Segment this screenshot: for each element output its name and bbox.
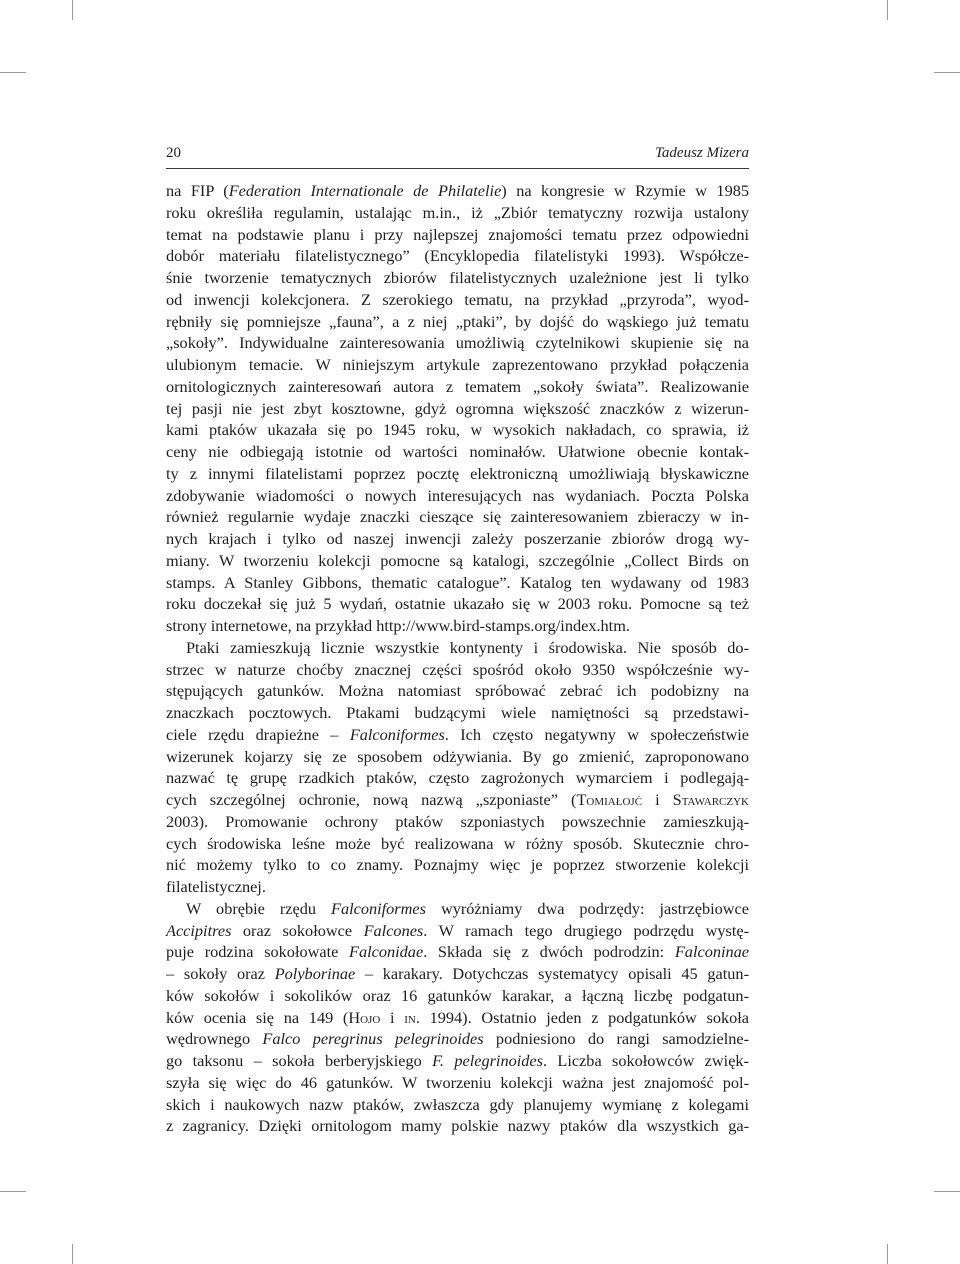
text-line: od inwencji kolekcjonera. Z szerokiego tematu, na przykład „przyroda”, wyod- [166, 289, 749, 309]
crop-mark-left-top [0, 72, 26, 73]
text-line: ceny nie odbiegają istotnie od wartości nominałów. Ułatwione obecnie kontak- [166, 442, 749, 461]
page-number: 20 [166, 145, 181, 161]
text-line: miany. W tworzeniu kolekcji pomocne są katalogi, szczególnie „Collect Birds on [166, 550, 749, 570]
page-header [166, 143, 749, 163]
text-line: ty z innymi filatelistami poprzez pocztę elektroniczną umożliwiają błyskawiczne [166, 463, 749, 483]
text-line: roku określiła regulamin, ustalając m.in., iż „Zbiór tematyczny rozwija ustalony [166, 202, 749, 222]
text-line: znaczkach pocztowych. Ptakami budzącymi wiele namiętności są przedstawi- [166, 703, 749, 722]
text-line: cych środowiska leśne może być realizowana w różny sposób. Skutecznie chro- [166, 833, 749, 853]
text-line: ulubionym temacie. W niniejszym artykule zaprezentowano przykład połączenia [166, 355, 749, 374]
running-head-author: Tadeusz Mizera [654, 145, 749, 161]
text-line: go taksonu – sokoła berberyjskiego F. pelegrinoides. Liczba sokołowców zwięk- [166, 1051, 749, 1070]
text-line: ków ocenia się na 149 (Hojo i in. 1994). Ostatnio jeden z podgatunków sokoła [166, 1007, 750, 1027]
text-line: wizerunek kojarzy się ze sposobem odżywiania. By go zmienić, zaproponowano [166, 746, 749, 766]
crop-mark-top-right [887, 0, 888, 20]
crop-mark-left-bottom [0, 1191, 26, 1192]
text-line: wędrownego Falco peregrinus pelegrinoides podniesiono do rangi samodzielne- [166, 1029, 750, 1049]
crop-mark-top-left [72, 0, 73, 20]
text-line: filatelistycznej. [166, 877, 266, 896]
text-line: ornitologicznych zainteresowań autora z tematem „sokoły świata”. Realizowanie [166, 376, 749, 396]
text-line: strzec w naturze choćby znacznej części spośród około 9350 współcześnie wy- [166, 659, 749, 679]
text-line: nazwać tę grupę rzadkich ptaków, często zagrożonych wymarciem i podlegają- [166, 768, 749, 788]
crop-mark-bottom-left [72, 1244, 73, 1264]
crop-mark-right-bottom [934, 1191, 960, 1192]
crop-mark-right-top [934, 72, 960, 73]
text-line: cych szczególnej ochronie, nową nazwą „szponiaste” (Tomiałojć i Stawarczyk [166, 790, 749, 809]
text-line: zdobywanie wiadomości o nowych interesujących nas wydaniach. Poczta Polska [166, 485, 749, 505]
text-line: dobór materiału filatelistycznego” (Encyklopedia filatelistyki 1993). Współcze- [166, 246, 749, 266]
text-line: „sokoły”. Indywidualne zainteresowania umożliwią czytelnikowi skupienie się na [166, 333, 749, 353]
text-line: Accipitres oraz sokołowce Falcones. W ramach tego drugiego podrzędu wystę- [166, 920, 749, 940]
text-line: kami ptaków ukazała się po 1945 roku, w wysokich nakładach, co sprawia, iż [166, 420, 749, 440]
text-line: również regularnie wydaje znaczki cieszące się zainteresowaniem zbieraczy w in- [166, 507, 749, 527]
text-line: strony internetowe, na przykład http://www.bird-stamps.org/index.htm. [166, 616, 630, 635]
text-line: tej pasji nie jest zbyt kosztowne, gdyż ogromna większość znaczków z wizerun- [166, 398, 749, 418]
text-line: szyła się więc do 46 gatunków. W tworzeniu kolekcji ważna jest znajomość pol- [166, 1072, 749, 1092]
text-line: z zagranicy. Dzięki ornitologom mamy polskie nazwy ptaków dla wszystkich ga- [166, 1116, 749, 1136]
text-line: skich i naukowych nazw ptaków, zwłaszcza gdy planujemy wymianę z kolegami [166, 1094, 749, 1114]
text-line: 2003). Promowanie ochrony ptaków szponiastych powszechnie zamieszkują- [166, 811, 749, 831]
text-line: stamps. A Stanley Gibbons, thematic catalogue”. Katalog ten wydawany od 1983 [166, 572, 749, 592]
body-text [166, 180, 749, 1137]
text-line: Ptaki zamieszkują licznie wszystkie kontynenty i środowiska. Nie sposób do- [186, 637, 749, 657]
header-rule [166, 168, 749, 169]
text-line: nych krajach i tylko od naszej inwencji zależy poszerzanie zbiorów drogą wy- [166, 529, 749, 548]
text-line: ków sokołów i sokolików oraz 16 gatunków karakar, a łączną liczbę podgatun- [166, 985, 749, 1005]
text-line: nić możemy tylko to co znamy. Poznajmy więc je poprzez stworzenie kolekcji [166, 855, 749, 875]
text-line: W obrębie rzędu Falconiformes wyróżniamy dwa podrzędy: jastrzębiowce [186, 898, 750, 918]
text-line: na FIP (Federation Internationale de Philatelie) na kongresie w Rzymie w 1985 [166, 181, 749, 200]
crop-mark-bottom-right [887, 1244, 888, 1264]
text-line: stępujących gatunków. Można natomiast spróbować zebrać ich podobizny na [166, 681, 749, 701]
text-line: rębniły się pomniejsze „fauna”, a z niej „ptaki”, by dojść do wąskiego już tematu [166, 311, 749, 331]
text-line: roku doczekał się już 5 wydań, ostatnie ukazało się w 2003 roku. Pomocne są też [166, 594, 749, 614]
text-line: – sokoły oraz Polyborinae – karakary. Dotychczas systematycy opisali 45 gatun- [166, 964, 749, 983]
text-line: śnie tworzenie tematycznych zbiorów filatelistycznych uzależnione jest li tylko [166, 268, 749, 287]
text-line: puje rodzina sokołowate Falconidae. Składa się z dwóch podrodzin: Falconinae [166, 942, 750, 962]
text-line: temat na podstawie planu i przy najlepszej znajomości tematu przez odpowiedni [166, 224, 749, 244]
text-line: ciele rzędu drapieżne – Falconiformes. Ich często negatywny w społeczeństwie [166, 724, 749, 744]
